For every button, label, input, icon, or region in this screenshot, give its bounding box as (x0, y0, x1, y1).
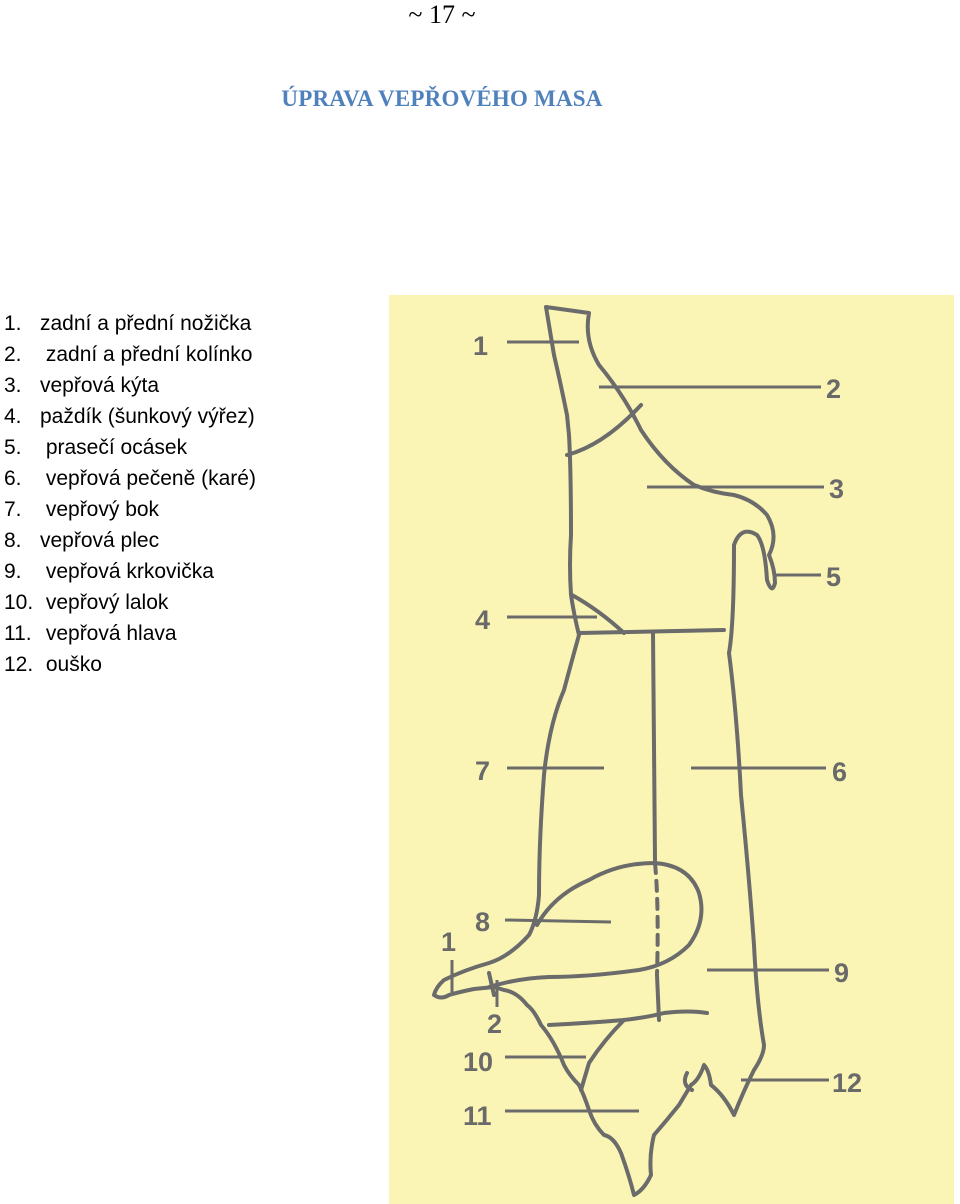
label-5: 5 (826, 562, 842, 592)
leader-lines (452, 342, 829, 1111)
number-labels (441, 331, 862, 1131)
label-7: 7 (475, 756, 491, 786)
list-item: 4. paždík (šunkový výřez) (4, 405, 255, 428)
label-9: 9 (834, 958, 850, 988)
cut-line-shoulder (489, 863, 701, 987)
list-item: 5. prasečí ocásek (4, 436, 188, 459)
list-item: 7. vepřový bok (4, 498, 160, 521)
label-6: 6 (832, 757, 848, 787)
label-4: 4 (475, 605, 491, 635)
list-item: 1. zadní a přední nožička (4, 312, 252, 335)
cut-line-ham-lower (572, 595, 624, 633)
page-title: ÚPRAVA VEPŘOVÉHO MASA (281, 86, 603, 111)
label-10: 10 (463, 1047, 494, 1077)
ear-mark (685, 1073, 692, 1090)
leader-line-8 (505, 920, 611, 922)
label-3: 3 (829, 474, 845, 504)
cut-line-shoulder-dashed (655, 863, 658, 975)
label-2-top: 2 (826, 374, 842, 404)
list-item: 8. vepřová plec (4, 529, 160, 552)
list-item: 9. vepřová krkovička (4, 560, 214, 583)
label-8: 8 (475, 907, 491, 937)
list-item: 12. ouško (4, 653, 102, 676)
list-item: 3. vepřová kýta (4, 374, 160, 397)
label-12: 12 (832, 1068, 863, 1098)
cut-line-vertical (653, 633, 655, 860)
list-item: 10. vepřový lalok (4, 591, 169, 614)
cut-line-trotter-hock (489, 973, 494, 995)
label-2-bottom: 2 (487, 1009, 503, 1039)
cut-line-head (581, 1020, 624, 1090)
pork-carcass-drawing (389, 295, 954, 1204)
list-item: 11. vepřová hlava (4, 622, 177, 645)
list-item: 6. vepřová pečeně (karé) (4, 467, 256, 490)
pork-cuts-diagram (389, 295, 954, 1204)
list-item: 2. zadní a přední kolínko (4, 343, 253, 366)
label-1-bottom: 1 (441, 927, 457, 957)
label-11: 11 (463, 1101, 492, 1131)
page-number: ~ 17 ~ (408, 0, 476, 29)
cut-line-jowl (549, 1012, 707, 1026)
cuts-legend (4, 308, 256, 680)
label-1-top: 1 (473, 331, 489, 361)
